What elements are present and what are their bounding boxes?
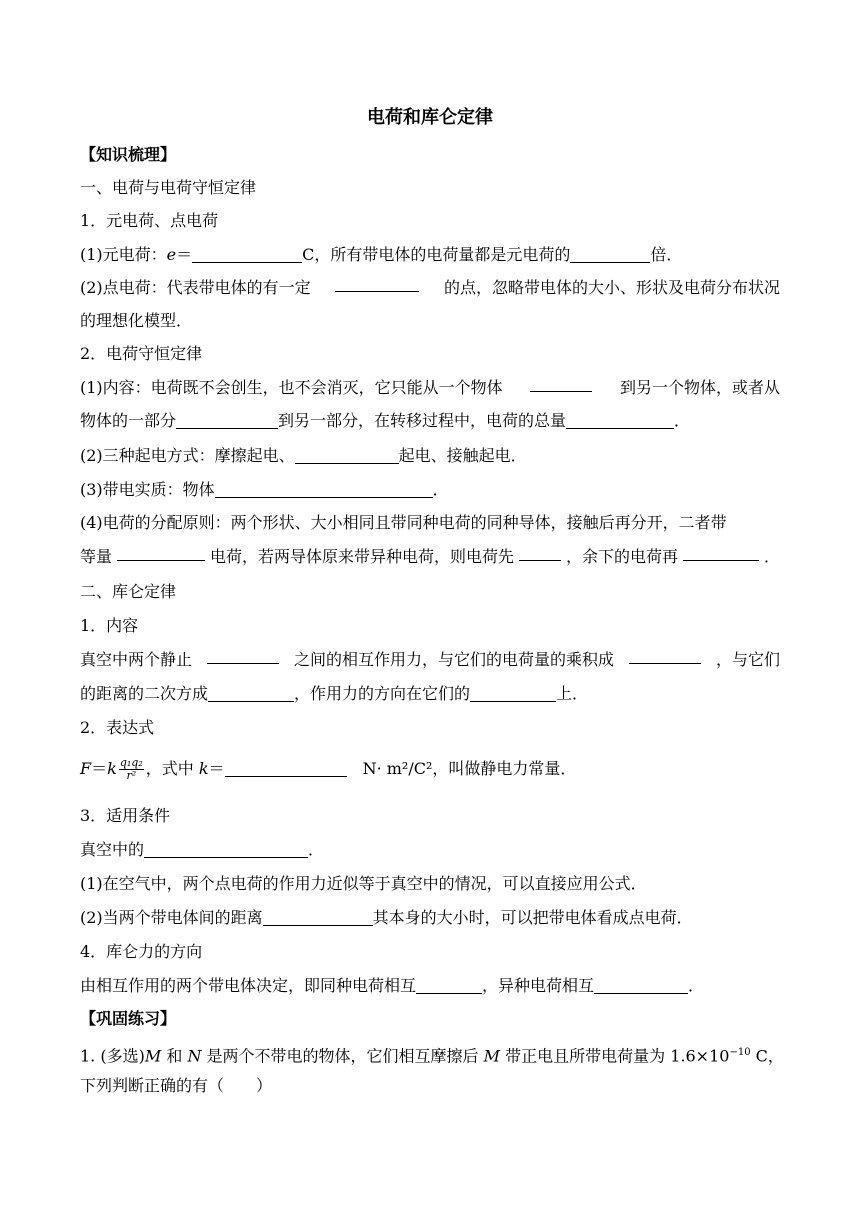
fill-blank[interactable] (207, 647, 279, 664)
part1-s1-heading: 1．元电荷、点电荷 (80, 211, 219, 230)
fill-blank[interactable] (144, 841, 308, 858)
distribution-principle-line: (4)电荷的分配原则：两个形状、大小相同且带同种电荷的同种导体，接触后再分开，二者带 (80, 513, 727, 532)
distance-condition-line: (2)当两个带电体间的距离 其本身的大小时，可以把带电体看成点电荷． (80, 908, 693, 927)
fill-blank[interactable] (335, 275, 419, 292)
fill-blank[interactable] (566, 412, 674, 429)
section-practice-heading: 【巩固练习】 (80, 1009, 177, 1028)
part2-s4-heading: 4．库仑力的方向 (80, 942, 203, 961)
force-direction-line: 由相互作用的两个带电体决定，即同种电荷相互 ，异种电荷相互 ． (80, 976, 705, 995)
fill-blank[interactable] (683, 544, 759, 561)
fill-blank[interactable] (295, 447, 399, 464)
coulomb-content-line-2: 的距离的二次方成 ，作用力的方向在它们的 上． (80, 684, 589, 703)
fill-blank[interactable] (208, 685, 294, 702)
coulomb-content-line: 真空中两个静止 之间的相互作用力，与它们的电荷量的乘积成 ，与它们 (80, 647, 780, 673)
air-condition-line: (1)在空气中，两个点电荷的作用力近似等于真空中的情况，可以直接应用公式． (80, 874, 647, 893)
fill-blank[interactable] (470, 685, 556, 702)
distribution-principle-line-2: 等量 电荷，若两导体原来带异种电荷，则电荷先 ，余下的电荷再 ． (80, 544, 780, 570)
fill-blank[interactable] (215, 481, 433, 498)
fill-blank[interactable] (519, 544, 561, 561)
part2-heading: 二、库仑定律 (80, 582, 177, 601)
point-charge-line-2: 的理想化模型． (80, 311, 193, 330)
applicable-condition-line: 真空中的 ． (80, 840, 325, 859)
fill-blank[interactable] (225, 760, 347, 777)
part1-s2-heading: 2．电荷守恒定律 (80, 344, 203, 363)
conservation-content-line-2: 物体的一部分 到另一部分，在转移过程中，电荷的总量 ． (80, 411, 691, 430)
point-charge-line: (2)点电荷：代表带电体的有一定 的点，忽略带电体的大小、形状及电荷分布状况 (80, 275, 780, 301)
fill-blank[interactable] (263, 909, 373, 926)
fill-blank[interactable] (594, 977, 688, 994)
question-1-line: 1. (多选)M 和 N 是两个不带电的物体，它们相互摩擦后 M 带正电且所带电荷量为 $1.6\times 10^{-10}$ C， (80, 1046, 784, 1066)
fill-blank[interactable] (416, 977, 482, 994)
part2-s2-heading: 2．表达式 (80, 718, 155, 737)
part2-s1-heading: 1．内容 (80, 616, 139, 635)
conservation-content-line: (1)内容：电荷既不会创生，也不会消灭，它只能从一个物体 到另一个物体，或者从 (80, 375, 780, 401)
part2-s3-heading: 3．适用条件 (80, 806, 171, 825)
fill-blank[interactable] (192, 246, 302, 263)
part1-heading: 一、电荷与电荷守恒定律 (80, 178, 257, 197)
coulomb-fraction: $\frac{\text{q₁q₂}}{\text{r²}}$ (119, 756, 143, 782)
fill-blank[interactable] (570, 246, 650, 263)
charging-essence-line: (3)带电实质：物体 ． (80, 480, 449, 499)
question-1-line-2: 下列判断正确的有（ ） (80, 1076, 273, 1095)
elementary-charge-line: (1)元电荷：e＝ C，所有带电体的电荷量都是元电荷的 倍． (80, 245, 683, 264)
page-title: 电荷和库仑定律 (367, 107, 493, 128)
charging-methods-line: (2)三种起电方式：摩擦起电、 起电、接触起电． (80, 446, 527, 465)
fill-blank[interactable] (530, 375, 592, 392)
fill-blank[interactable] (176, 412, 278, 429)
coulomb-formula-line: F＝k $\frac{\text{q₁q₂}}{\text{r²}}$ ，式中 k＝ N· m²/C²，叫做静电力常量． (80, 756, 577, 782)
fill-blank[interactable] (629, 647, 701, 664)
section-knowledge-heading: 【知识梳理】 (80, 145, 177, 164)
fill-blank[interactable] (117, 544, 205, 561)
